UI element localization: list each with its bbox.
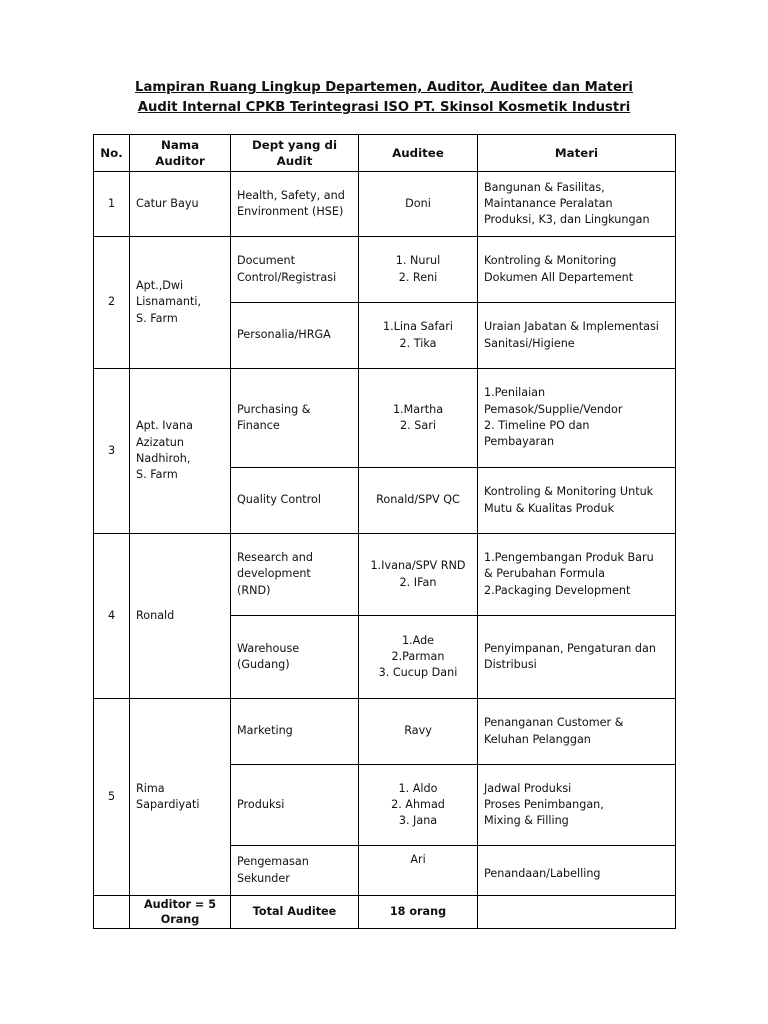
dept-cell: Purchasing & Finance (231, 369, 359, 468)
table-row (94, 237, 676, 303)
dept-cell: Produksi (231, 765, 359, 846)
dept-cell: Document Control/Registrasi (231, 237, 359, 303)
auditee-cell: 1.Lina Safari 2. Tika (359, 303, 478, 369)
auditee-cell: Ravy (359, 699, 478, 765)
group-number: 1 (94, 172, 130, 237)
title-line-2: Audit Internal CPKB Terintegrasi ISO PT. Skinsol Kosmetik Industri (137, 100, 631, 115)
auditee-cell: 1. Nurul 2. Reni (359, 237, 478, 303)
auditee-cell: Ronald/SPV QC (359, 468, 478, 534)
header-no: No. (94, 135, 130, 172)
auditee-cell: Ari (359, 846, 478, 896)
table-row (94, 699, 676, 765)
table-row (94, 534, 676, 616)
header-materi: Materi (478, 135, 676, 172)
totals-row (94, 896, 676, 929)
document-title (0, 78, 768, 118)
group-number: 3 (94, 369, 130, 534)
materi-cell: 1.Pengembangan Produk Baru & Perubahan Formula 2.Packaging Development (478, 534, 676, 616)
group-number: 2 (94, 237, 130, 369)
header-auditee: Auditee (359, 135, 478, 172)
table-header-row (94, 135, 676, 172)
dept-cell: Personalia/HRGA (231, 303, 359, 369)
total-auditee-label: Total Auditee (231, 896, 359, 929)
group-number: 4 (94, 534, 130, 699)
dept-cell: Pengemasan Sekunder (231, 846, 359, 896)
audit-scope-table (93, 134, 676, 929)
dept-cell: Marketing (231, 699, 359, 765)
group-number: 5 (94, 699, 130, 896)
header-dept: Dept yang di Audit (231, 135, 359, 172)
auditor-name: Catur Bayu (130, 172, 231, 237)
table-row (94, 369, 676, 468)
total-auditee-value: 18 orang (359, 896, 478, 929)
totals-empty-materi (478, 896, 676, 929)
table-row (94, 172, 676, 237)
auditee-cell: 1. Aldo 2. Ahmad 3. Jana (359, 765, 478, 846)
totals-empty-cell (94, 896, 130, 929)
auditor-name: Rima Sapardiyati (130, 699, 231, 896)
auditor-name: Apt. Ivana Azizatun Nadhiroh, S. Farm (130, 369, 231, 534)
materi-cell: Penandaan/Labelling (478, 846, 676, 896)
auditee-cell: Doni (359, 172, 478, 237)
materi-cell: Kontroling & Monitoring Untuk Mutu & Kualitas Produk (478, 468, 676, 534)
dept-cell: Warehouse (Gudang) (231, 616, 359, 699)
auditor-name: Ronald (130, 534, 231, 699)
materi-cell: 1.Penilaian Pemasok/Supplie/Vendor 2. Timeline PO dan Pembayaran (478, 369, 676, 468)
materi-cell: Penyimpanan, Pengaturan dan Distribusi (478, 616, 676, 699)
auditor-name: Apt.,Dwi Lisnamanti, S. Farm (130, 237, 231, 369)
materi-cell: Penanganan Customer & Keluhan Pelanggan (478, 699, 676, 765)
title-line-1: Lampiran Ruang Lingkup Departemen, Auditor, Auditee dan Materi (135, 80, 633, 95)
dept-cell: Health, Safety, and Environment (HSE) (231, 172, 359, 237)
materi-cell: Kontroling & Monitoring Dokumen All Departement (478, 237, 676, 303)
auditee-cell: 1.Ade 2.Parman 3. Cucup Dani (359, 616, 478, 699)
auditor-total: Auditor = 5 Orang (130, 896, 231, 929)
auditee-cell: 1.Ivana/SPV RND 2. IFan (359, 534, 478, 616)
materi-cell: Bangunan & Fasilitas, Maintanance Peralatan Produksi, K3, dan Lingkungan (478, 172, 676, 237)
dept-cell: Research and development (RND) (231, 534, 359, 616)
auditee-cell: 1.Martha 2. Sari (359, 369, 478, 468)
dept-cell: Quality Control (231, 468, 359, 534)
materi-cell: Uraian Jabatan & Implementasi Sanitasi/Higiene (478, 303, 676, 369)
header-auditor: Nama Auditor (130, 135, 231, 172)
materi-cell: Jadwal Produksi Proses Penimbangan, Mixing & Filling (478, 765, 676, 846)
